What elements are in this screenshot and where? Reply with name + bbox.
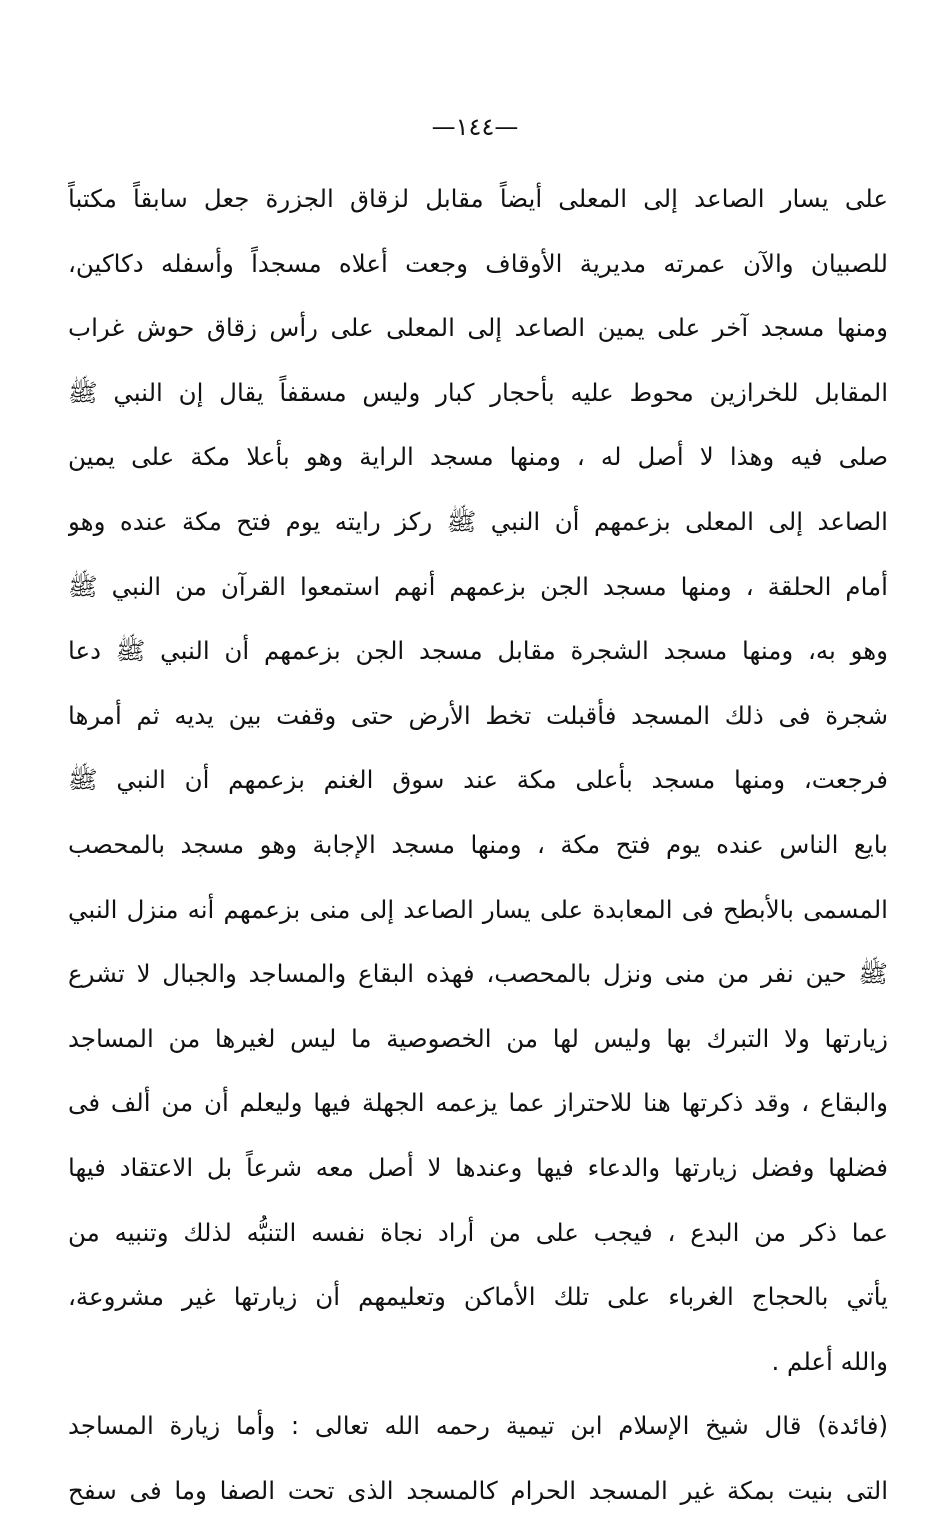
text-line: فرجعت، ومنها مسجد بأعلى مكة عند سوق الغنم بزعمهم أن النبي ﷺ	[68, 765, 888, 795]
text-line: صلى فيه وهذا لا أصل له ، ومنها مسجد الراية وهو بأعلا مكة على يمين	[68, 442, 888, 472]
text-line: فضلها وفضل زيارتها والدعاء فيها وعندها لا أصل معه شرعاً بل الاعتقاد فيها	[68, 1152, 888, 1182]
text-line: والله أعلم .	[771, 1346, 888, 1376]
body-text	[68, 170, 888, 1526]
text-line: ومنها مسجد آخر على يمين الصاعد إلى المعلى على رأس زقاق حوش غراب	[68, 313, 888, 343]
text-line: وهو به، ومنها مسجد الشجرة مقابل مسجد الجن بزعمهم أن النبي ﷺ دعا	[68, 636, 888, 666]
text-line: يأتي بالحجاج الغرباء على تلك الأماكن وتعليمهم أن زيارتها غير مشروعة،	[68, 1282, 888, 1312]
text-line: (فائدة) قال شيخ الإسلام ابن تيمية رحمه الله تعالى : وأما زيارة المساجد	[68, 1411, 888, 1441]
text-line: الصاعد إلى المعلى بزعمهم أن النبي ﷺ ركز رايته يوم فتح مكة عنده وهو	[68, 506, 888, 536]
text-line: والبقاع ، وقد ذكرتها هنا للاحتراز عما يزعمه الجهلة فيها وليعلم أن من ألف فى	[68, 1088, 888, 1118]
text-line: أمام الحلقة ، ومنها مسجد الجن بزعمهم أنهم استمعوا القرآن من النبي ﷺ	[68, 571, 888, 601]
text-line: للصبيان والآن عمرته مديرية الأوقاف وجعت أعلاه مسجداً وأسفله دكاكين،	[68, 248, 888, 278]
text-line: على يسار الصاعد إلى المعلى أيضاً مقابل لزقاق الجزرة جعل سابقاً مكتباً	[68, 184, 888, 213]
text-line: المقابل للخرازين محوط عليه بأحجار كبار وليس مسقفاً يقال إن النبي ﷺ	[68, 377, 888, 407]
text-line: زيارتها ولا التبرك بها وليس لها من الخصوصية ما ليس لغيرها من المساجد	[68, 1023, 888, 1053]
page-number: —١٤٤—	[431, 113, 519, 141]
text-line: شجرة فى ذلك المسجد فأقبلت تخط الأرض حتى وقفت بين يديه ثم أمرها	[68, 700, 888, 730]
text-line: التى بنيت بمكة غير المسجد الحرام كالمسجد الذى تحت الصفا وما فى سفح	[68, 1475, 888, 1505]
text-line: عما ذكر من البدع ، فيجب على من أراد نجاة نفسه التنبُّه لذلك وتنبيه من	[68, 1217, 888, 1247]
text-line: المسمى بالأبطح فى المعابدة على يسار الصاعد إلى منى بزعمهم أنه منزل النبي	[68, 894, 888, 924]
text-line: ﷺ حين نفر من منى ونزل بالمحصب، فهذه البقاع والمساجد والجبال لا تشرع	[68, 959, 888, 989]
text-line: بايع الناس عنده يوم فتح مكة ، ومنها مسجد الإجابة وهو مسجد بالمحصب	[68, 829, 888, 859]
